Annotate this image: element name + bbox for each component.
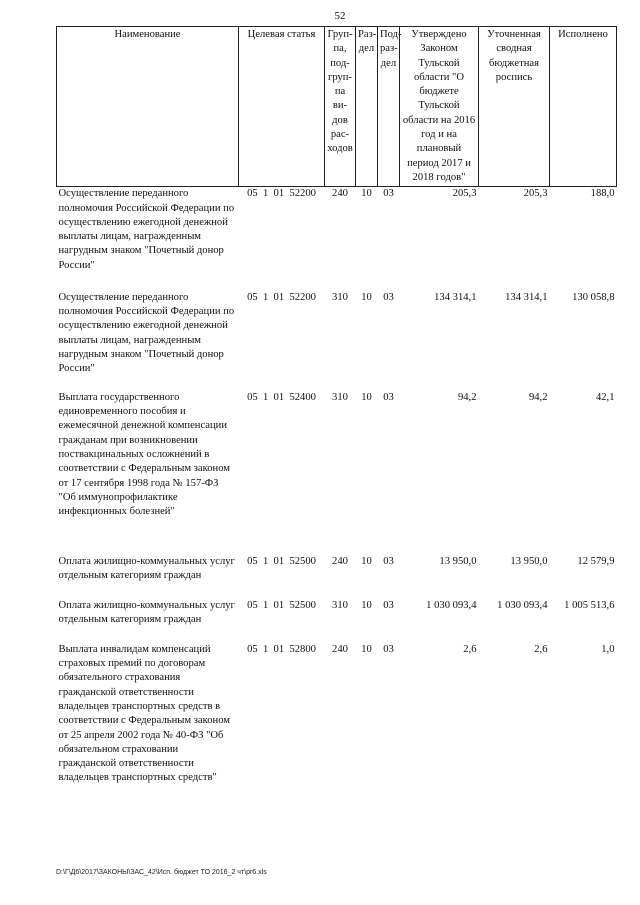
- row-executed: 12 579,9: [577, 555, 615, 567]
- table-row: [57, 187, 617, 291]
- row-section: 10: [361, 391, 372, 403]
- header-group: Груп-па, под-груп-па ви-дов рас-ходов: [325, 27, 356, 187]
- row-section: 10: [361, 291, 372, 303]
- row-subsection: 03: [383, 188, 394, 200]
- row-approved: 2,6: [463, 643, 477, 655]
- row-group: 310: [332, 291, 348, 303]
- row-name: Выплата государственного единовременного пособия и ежемесячной денежной компенсации гражданам при возникновении поствакцинальных осложнений в соответствии с Федеральным законом от 17 сентября 1998 года № 157-ФЗ "Об иммунопрофилактике инфекционных болезней": [58, 391, 230, 518]
- row-group: 240: [332, 188, 348, 200]
- row-approved: 205,3: [452, 188, 477, 200]
- row-target: 05 1 01 52200: [247, 291, 316, 303]
- row-executed: 130 058,8: [572, 291, 615, 303]
- table-row: [57, 599, 617, 643]
- row-target: 05 1 01 52500: [247, 555, 316, 567]
- table-row: [57, 291, 617, 391]
- row-subsection: 03: [383, 555, 394, 567]
- header-approved: Утверждено Законом Тульской области "О бюджете Тульской области на 2016 год и на плановый период 2017 и 2018 годов": [400, 27, 479, 187]
- row-name: Оплата жилищно-коммунальных услуг отдельным категориям граждан: [58, 555, 235, 582]
- row-section: 10: [361, 643, 372, 655]
- row-approved: 94,2: [457, 391, 477, 403]
- row-name: Осуществление переданного полномочия Российской Федерации по осуществлению ежегодной денежной выплаты лицам, награжденным нагрудным знаком "Почетный донор России": [58, 291, 235, 375]
- row-refined: 2,6: [534, 643, 548, 655]
- row-refined: 94,2: [528, 391, 548, 403]
- row-target: 05 1 01 52800: [247, 643, 316, 655]
- footer-file-path: D:\Г\Д6\2017\ЗАКОНЫ\ЗАС_42\Исп. бюджет ТО 2016_2 чт\pr6.xls: [56, 869, 267, 876]
- row-section: 10: [361, 599, 372, 611]
- row-executed: 1,0: [601, 643, 615, 655]
- row-approved: 13 950,0: [439, 555, 477, 567]
- header-name: Наименование: [57, 27, 239, 187]
- row-refined: 13 950,0: [510, 555, 548, 567]
- row-group: 240: [332, 643, 348, 655]
- header-section: Раз-дел: [356, 27, 378, 187]
- row-refined: 134 314,1: [505, 291, 548, 303]
- header-subsection: Под-раз-дел: [378, 27, 400, 187]
- row-name: Осуществление переданного полномочия Российской Федерации по осуществлению ежегодной денежной выплаты лицам, награжденным нагрудным знаком "Почетный донор России": [58, 188, 235, 271]
- row-group: 310: [332, 599, 348, 611]
- row-section: 10: [361, 188, 372, 200]
- header-executed: Исполнено: [550, 27, 617, 187]
- row-section: 10: [361, 555, 372, 567]
- table-row: [57, 391, 617, 555]
- table-row: [57, 555, 617, 599]
- row-target: 05 1 01 52400: [247, 391, 316, 403]
- row-subsection: 03: [383, 391, 394, 403]
- budget-table: [56, 26, 617, 813]
- page-number: 52: [334, 10, 346, 22]
- header-refined: Уточненная сводная бюджетная роспись: [479, 27, 550, 187]
- row-group: 240: [332, 555, 348, 567]
- row-refined: 1 030 093,4: [497, 599, 548, 611]
- row-name: Выплата инвалидам компенсаций страховых премий по договорам обязательного страхования гражданской ответственности владельцев транспортных средств в соответствии с Федеральным законом от 25 апреля 2002 года № 40-ФЗ "Об обязательном страховании гражданской ответственности владельцев транспортных средств": [58, 643, 230, 784]
- row-name: Оплата жилищно-коммунальных услуг отдельным категориям граждан: [58, 599, 235, 626]
- row-executed: 1 005 513,6: [564, 599, 615, 611]
- row-subsection: 03: [383, 643, 394, 655]
- row-refined: 205,3: [523, 188, 548, 200]
- row-target: 05 1 01 52500: [247, 599, 316, 611]
- row-group: 310: [332, 391, 348, 403]
- header-target: Целевая статья: [239, 27, 325, 187]
- row-approved: 1 030 093,4: [426, 599, 477, 611]
- table-row: [57, 643, 617, 813]
- row-subsection: 03: [383, 599, 394, 611]
- row-executed: 188,0: [590, 188, 615, 200]
- table-header-row: [57, 27, 617, 187]
- row-subsection: 03: [383, 291, 394, 303]
- row-approved: 134 314,1: [434, 291, 477, 303]
- row-target: 05 1 01 52200: [247, 188, 316, 200]
- row-executed: 42,1: [595, 391, 615, 403]
